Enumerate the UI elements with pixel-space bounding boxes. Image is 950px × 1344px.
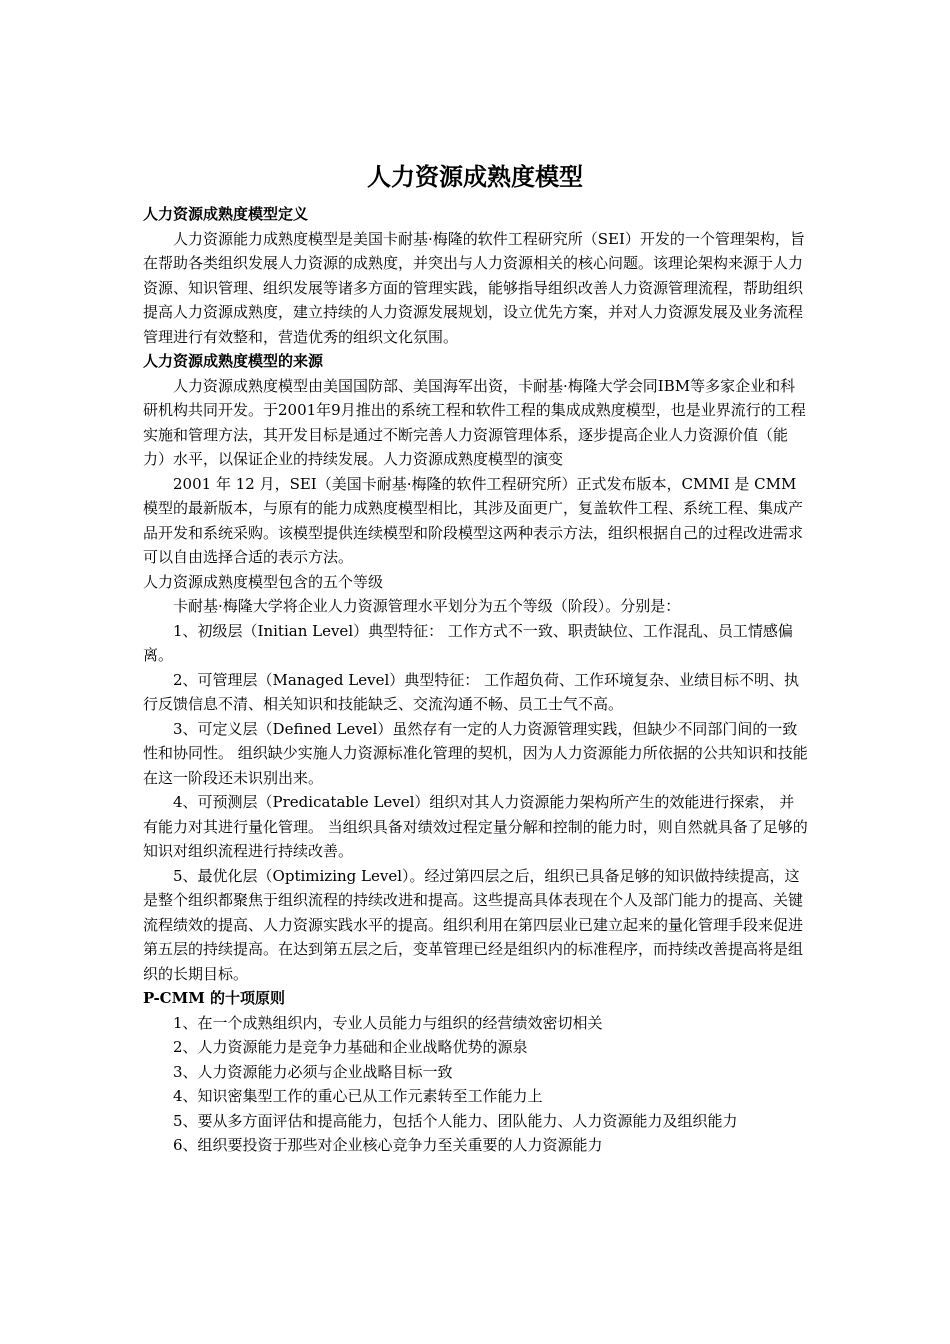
principle-item: 2、人力资源能力是竞争力基础和企业战略优势的源泉 (173, 1038, 528, 1056)
principle-item: 3、人力资源能力必须与企业战略目标一致 (173, 1062, 453, 1081)
principles-heading: P-CMM 的十项原则 (143, 989, 286, 1007)
definition-paragraph: 人力资源能力成熟度模型是美国卡耐基·梅隆的软件工程研究所（SEI）开发的一个管理架构，旨在帮助各类组织发展人力资源的成熟度，并突出与人力资源相关的核心问题。该理论架构来源于人力资源、知识管理、组织发展等诸多方面的管理实践，能够指导组织改善人力资源管理流程，帮助组织提高人力资源成熟度，建立持续的人力资源发展规划，设立优先方案，并对人力资源发展及业务流程管理进行有效整和，营造优秀的组织文化氛围。 (143, 229, 805, 346)
principle-item: 4、知识密集型工作的重心已从工作元素转至工作能力上 (173, 1087, 543, 1105)
evolution-paragraph: 2001 年 12 月，SEI（美国卡耐基·梅隆的软件工程研究所）正式发布版本，CMMI 是 CMM 模型的最新版本，与原有的能力成熟度模型相比，其涉及面更广，复盖软件工程、系统工程、集成产品开发和系统采购。该模型提供连续模型和阶段模型这两种表示方法，组织根据自己的过程改进需求可以自由选择合适的表示方法。 (143, 474, 804, 566)
document-title: 人力资源成熟度模型 (367, 163, 583, 191)
principle-item: 6、组织要投资于那些对企业核心竞争力至关重要的人力资源能力 (173, 1136, 603, 1154)
level-2-paragraph: 2、可管理层（Managed Level）典型特征： 工作超负荷、工作环境复杂、业绩目标不明、执行反馈信息不清、相关知识和技能缺乏、交流沟通不畅、员工士气不高。 (143, 670, 800, 713)
level-1-paragraph: 1、初级层（Initian Level）典型特征： 工作方式不一致、职责缺位、工作混乱、员工情感偏离。 (143, 621, 793, 664)
levels-heading: 人力资源成熟度模型包含的五个等级 (143, 572, 384, 591)
definition-heading: 人力资源成熟度模型定义 (143, 205, 309, 223)
levels-intro: 卡耐基·梅隆大学将企业人力资源管理水平划分为五个等级（阶段）。分别是： (173, 597, 681, 615)
principle-item: 5、要从多方面评估和提高能力，包括个人能力、团队能力、人力资源能力及组织能力 (173, 1111, 738, 1130)
document-body (143, 202, 809, 1158)
source-paragraph: 人力资源成熟度模型由美国国防部、美国海军出资，卡耐基·梅隆大学会同IBM等多家企业和科研机构共同开发。于2001年9月推出的系统工程和软件工程的集成成熟度模型，也是业界流行的工程实施和管理方法，其开发目标是通过不断完善人力资源管理体系，逐步提高企业人力资源价值（能力）水平，以保证企业的持续发展。人力资源成熟度模型的演变 (143, 376, 806, 468)
level-5-paragraph: 5、最优化层（Optimizing Level）。经过第四层之后，组织已具备足够的知识做持续提高，这是整个组织都聚焦于组织流程的持续改进和提高。这些提高具体表现在个人及部门能力的提高、关键流程绩效的提高、人力资源实践水平的提高。组织利用在第四层业已建立起来的量化管理手段来促进第五层的持续提高。在达到第五层之后，变革管理已经是组织内的标准程序，而持续改善提高将是组织的长期目标。 (143, 866, 804, 983)
principle-item: 1、在一个成熟组织内，专业人员能力与组织的经营绩效密切相关 (173, 1013, 603, 1032)
level-4-paragraph: 4、可预测层（Predicatable Level）组织对其人力资源能力架构所产生的效能进行探索， 并有能力对其进行量化管理。 当组织具备对绩效过程定量分解和控制的能力时，则自然就具备了足够的知识对组织流程进行持续改善。 (143, 793, 808, 860)
source-heading: 人力资源成熟度模型的来源 (143, 352, 324, 370)
level-3-paragraph: 3、可定义层（Defined Level）虽然存有一定的人力资源管理实践，但缺少不同部门间的一致性和协同性。 组织缺少实施人力资源标准化管理的契机，因为人力资源能力所依据的公共知识和技能在这一阶段还未识别出来。 (143, 719, 808, 787)
